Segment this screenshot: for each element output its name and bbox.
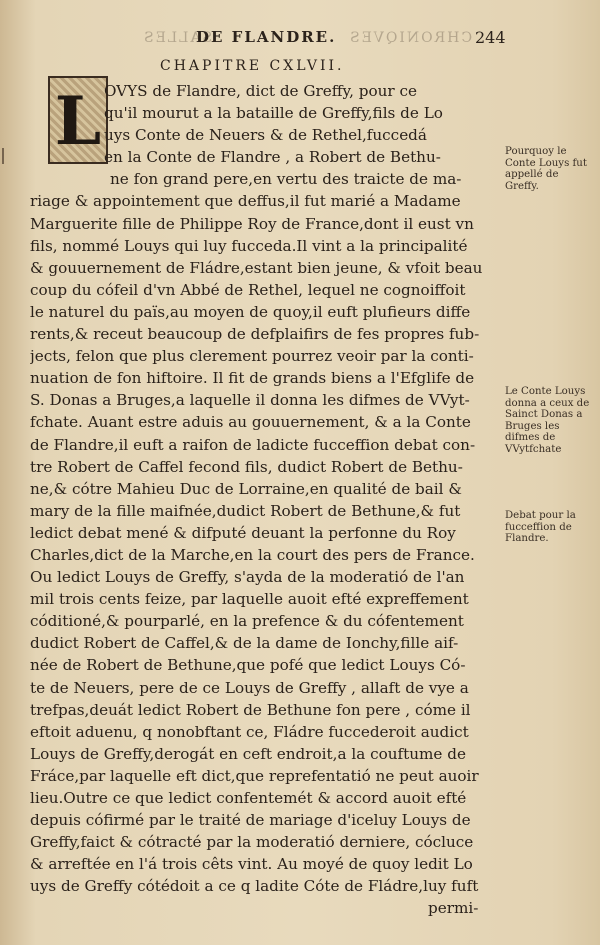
text-line: Ou ledict Louys de Greffy, s'ayda de la moderatió de l'an [30, 568, 465, 587]
text-line: Greffy,faict & cótracté par la moderatió derniere, cócluce [30, 833, 474, 852]
text-line: ne,& cótre Mahieu Duc de Lorraine,en qualité de bail & [30, 479, 462, 498]
text-line: Marguerite fille de Philippe Roy de France,dont il eust vn [30, 214, 474, 233]
text-line: qu'il mourut a la bataille de Greffy,fils de Lo [104, 104, 443, 123]
text-line: & arreftée en l'á trois cêts vint. Au moyé de quoy ledit Lo [30, 855, 473, 874]
text-line: OVYS de Flandre, dict de Greffy, pour ce [104, 82, 417, 100]
text-line: jects, felon que plus clerement pourrez veoir par la conti- [30, 347, 474, 366]
text-line: ledict debat mené & difputé deuant la perfonne du Roy [30, 523, 456, 542]
drop-cap-letter: L [54, 82, 102, 160]
text-line: ne fon grand pere,en vertu des traicte de ma- [110, 170, 462, 189]
text-line: Fráce,par laquelle eft dict,que reprefentatió ne peut auoir [30, 766, 479, 785]
catchword: permi- [428, 899, 479, 918]
text-line: dudict Robert de Caffel,& de la dame de Ionchy,fille aif- [30, 634, 459, 653]
page-header [130, 30, 550, 52]
body-text [30, 80, 500, 920]
text-line: uys Conte de Neuers & de Rethel,fuccedá [104, 126, 427, 145]
text-line: lieu.Outre ce que ledict confentemét & accord auoit efté [30, 789, 467, 807]
text-line: Louys de Greffy,derogát en ceft endroit,a la couftume de [30, 744, 466, 763]
text-line: le naturel du païs,au moyen de quoy,il euft plufieurs diffe [30, 302, 471, 321]
text-line: códitioné,& pourparlé, en la prefence & du cófentement [30, 612, 464, 631]
text-line: mary de la fille maifnée,dudict Robert de Bethune,& fut [30, 501, 461, 520]
marginal-note: Le Conte Louys donna a ceux de Sainct Donas a Bruges les difmes de VVytfchate [505, 386, 590, 455]
marginal-note: Pourquoy le Conte Louys fut appellé de Greffy. [505, 146, 587, 192]
text-line: fils, nommé Louys qui luy fucceda.Il vint a la principalité [30, 236, 468, 255]
text-line: née de Robert de Bethune,que pofé que ledict Louys Có- [30, 656, 466, 675]
text-line: te de Neuers, pere de ce Louys de Greffy , allaft de vye a [30, 678, 469, 697]
chapter-heading: CHAPITRE CXLVII. [160, 58, 345, 74]
text-line: fchate. Auant estre aduis au gouuernement, & a la Conte [30, 413, 471, 432]
bleed-through-text-left: SALLES [142, 30, 213, 46]
bleed-through-text-right: CHRONIQVES [348, 30, 473, 46]
text-line: mil trois cents feize, par laquelle auoit efté expreffement [30, 590, 469, 609]
text-line: depuis cófirmé par le traité de mariage d'iceluy Louys de [30, 811, 471, 830]
marginal-note: Debat pour la fucceffion de Flandre. [505, 510, 576, 545]
text-line: & gouuernement de Fládre,estant bien jeune, & vfoit beau [30, 258, 483, 277]
text-line: de Flandre,il euft a raifon de ladicte fucceffion debat con- [30, 435, 476, 454]
running-head: DE FLANDRE. [196, 28, 337, 46]
text-line: rents,& receut beaucoup de defplaifirs de fes propres fub- [30, 325, 480, 344]
text-line: nuation de fon hiftoire. Il fit de grands biens a l'Efglife de [30, 369, 475, 388]
text-line: S. Donas a Bruges,a laquelle il donna les difmes de VVyt- [30, 391, 470, 410]
text-line: tre Robert de Caffel fecond fils, dudict Robert de Bethu- [30, 457, 463, 476]
text-line: coup du cófeil d'vn Abbé de Rethel, lequel ne cognoiffoit [30, 280, 466, 299]
text-line: Charles,dict de la Marche,en la court des pers de France. [30, 545, 475, 564]
text-line: uys de Greffy cótédoit a ce q ladite Cóte de Fládre,luy fuft [30, 877, 479, 896]
text-line: en la Conte de Flandre , a Robert de Bethu- [104, 148, 441, 167]
text-line: riage & appointement que deffus,il fut marié a Madame [30, 192, 461, 211]
text-line: trefpas,deuát ledict Robert de Bethune fon pere , cóme il [30, 700, 471, 719]
binding-mark [2, 148, 12, 164]
page-number: 244 [475, 28, 506, 47]
text-line: eftoit aduenu, q nonobftant ce, Fládre fuccederoit audict [30, 722, 469, 741]
